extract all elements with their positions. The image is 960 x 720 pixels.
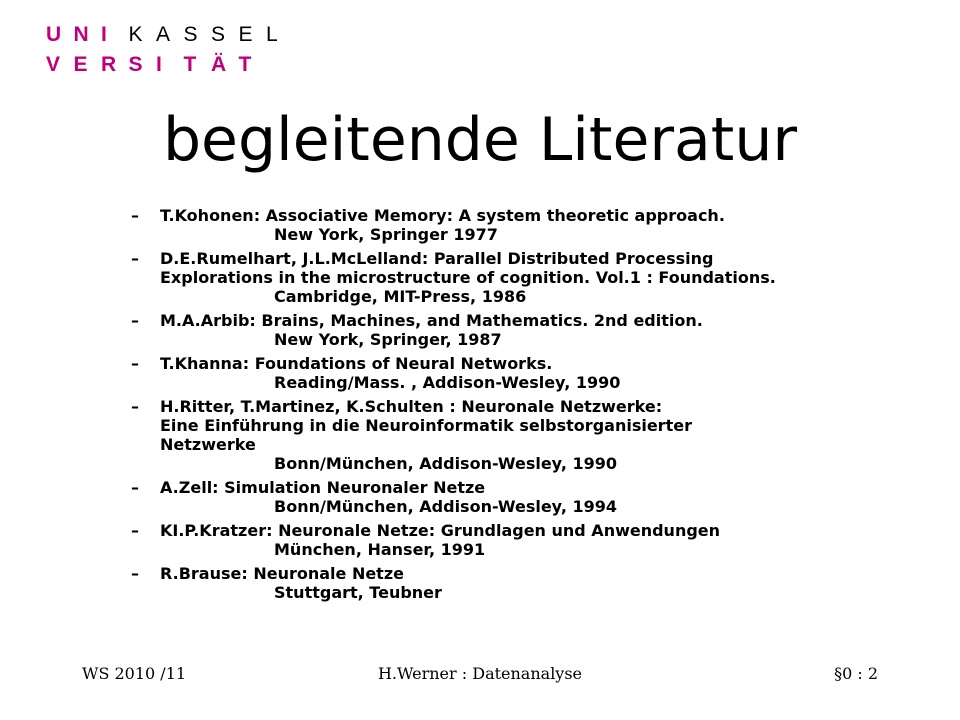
reference-first-line [160,354,924,373]
logo-letter: A [156,23,171,46]
reference-list [124,206,924,607]
footer-semester: WS 2010 /11 [82,664,187,683]
reference-title: Brains, Machines, and Mathematics. 2nd edition. [261,311,703,330]
logo-row-uni-kassel [46,20,294,50]
reference-first-line [160,521,924,540]
logo-letter: S [128,53,143,76]
list-dash: – [131,397,139,416]
logo-letter: U [46,23,62,46]
reference-title: Foundations of Neural Networks. [254,354,553,373]
reference-item [124,311,924,349]
logo-letter: E [73,53,88,76]
reference-title-continued: Eine Einführung in die Neuroinformatik selbstorganisierter [160,416,692,435]
reference-author: M.A.Arbib: [160,311,256,330]
reference-title-continued: Netzwerke [160,435,256,454]
reference-item [124,397,924,473]
university-logo [46,20,294,80]
slide-title: begleitende Literatur [162,105,798,175]
logo-letter: N [73,23,89,46]
reference-author: A.Zell: [160,478,219,497]
footer-lecture: H.Werner : Datenanalyse [377,664,583,683]
list-dash: – [131,311,139,330]
list-dash: – [131,354,139,373]
reference-publisher: New York, Springer, 1987 [274,330,502,349]
logo-letter: I [101,23,107,46]
reference-author: R.Brause: [160,564,248,583]
reference-title: Simulation Neuronaler Netze [224,478,486,497]
logo-letter: S [211,23,226,46]
reference-publisher: Cambridge, MIT-Press, 1986 [274,287,527,306]
reference-author: H.Ritter, T.Martinez, K.Schulten : [160,397,456,416]
logo-letter: L [266,23,278,46]
logo-letter: R [101,53,117,76]
logo-letter: S [183,23,198,46]
logo-row-versitat [46,50,294,80]
reference-author: D.E.Rumelhart, J.L.McLelland: [160,249,429,268]
reference-title: Associative Memory: A system theoretic approach. [265,206,725,225]
reference-author: T.Khanna: [160,354,250,373]
logo-letter: V [46,53,61,76]
reference-first-line [160,564,924,583]
reference-title-continued: Explorations in the microstructure of cognition. Vol.1 : Foundations. [160,268,776,287]
footer-page-number: §0 : 2 [834,664,878,683]
reference-publisher: New York, Springer 1977 [274,225,498,244]
logo-letter: T [238,53,252,76]
logo-letter: Ä [211,53,227,76]
logo-letter: T [183,53,197,76]
reference-first-line [160,206,924,225]
reference-publisher: München, Hanser, 1991 [274,540,486,559]
reference-item [124,564,924,602]
reference-title: Neuronale Netzwerke: [461,397,663,416]
reference-author: KI.P.Kratzer: [160,521,273,540]
list-dash: – [131,206,139,225]
reference-first-line [160,397,924,416]
reference-title: Neuronale Netze [253,564,404,583]
reference-first-line [160,311,924,330]
logo-letter: I [156,53,162,76]
reference-item [124,206,924,244]
list-dash: – [131,564,139,583]
reference-author: T.Kohonen: [160,206,261,225]
reference-publisher: Stuttgart, Teubner [274,583,442,602]
list-dash: – [131,249,139,268]
reference-first-line [160,249,924,268]
list-dash: – [131,478,139,497]
reference-title: Neuronale Netze: Grundlagen und Anwendungen [278,521,721,540]
reference-publisher: Bonn/München, Addison-Wesley, 1994 [274,497,618,516]
reference-item [124,478,924,516]
reference-item [124,521,924,559]
reference-publisher: Reading/Mass. , Addison-Wesley, 1990 [274,373,621,392]
reference-item [124,249,924,306]
reference-publisher: Bonn/München, Addison-Wesley, 1990 [274,454,618,473]
list-dash: – [131,521,139,540]
logo-letter: K [128,23,143,46]
reference-title: Parallel Distributed Processing [433,249,714,268]
reference-first-line [160,478,924,497]
reference-item [124,354,924,392]
logo-letter: E [238,23,253,46]
